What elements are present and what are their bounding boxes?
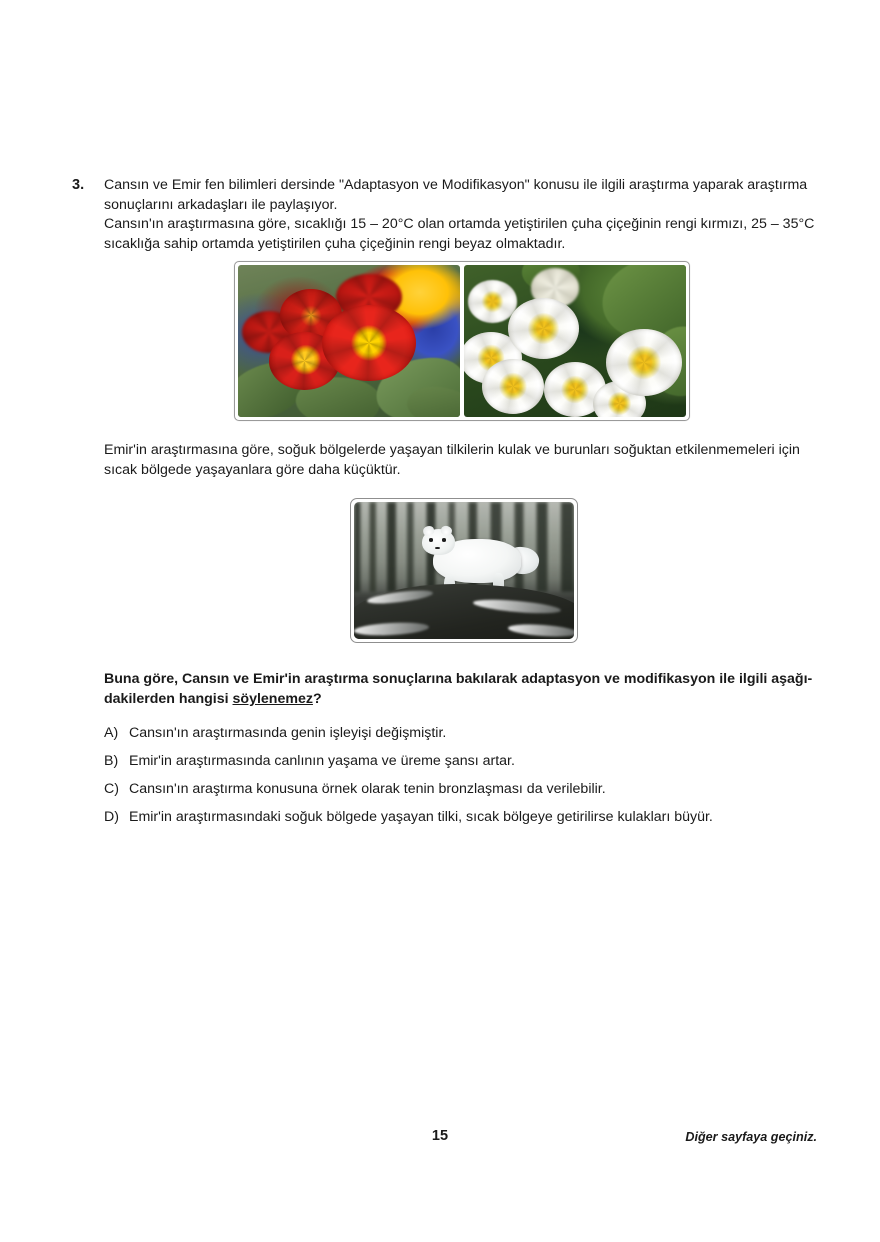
question-stem-line-2-before: dakilerden hangisi: [104, 690, 233, 707]
arctic-fox-photo: [354, 502, 574, 639]
question-intro: [104, 176, 824, 254]
intro-paragraph-1: Cansın ve Emir fen bilimleri dersinde "Adaptasyon ve Modifikasyon" konusu ile ilgili araştırma yaparak araştırma sonuçlarını arkadaşları ile paylaşıyor.: [104, 177, 808, 213]
white-flower-shape: [482, 359, 544, 414]
question-header: [72, 176, 824, 254]
page-number: 15: [431, 1128, 449, 1144]
option-text-d: Emir'in araştırmasındaki soğuk bölgede yaşayan tilki, sıcak bölgeye getirilirse kulakları büyür.: [129, 809, 713, 826]
question-stem-line-2-after: ?: [312, 690, 322, 707]
answer-option-b[interactable]: [104, 752, 826, 772]
middle-paragraph: Emir'in araştırmasına göre, soğuk bölgelerde yaşayan tilkilerin kulak ve burunları soğuktan etkilenmemeleri için sıcak bölgede yaşayanlara göre daha küçüktür.: [104, 442, 800, 478]
red-flower-shape: [322, 305, 415, 381]
arctic-fox-figure: [350, 498, 578, 643]
option-letter-d: D): [104, 809, 119, 826]
red-primrose-photo: [238, 265, 460, 417]
footer-note: Diğer sayfaya geçiniz.: [685, 1130, 817, 1144]
option-letter-c: C): [104, 781, 119, 798]
question-stem-underlined-word: söylenemez: [232, 690, 313, 707]
question-block: [72, 176, 824, 254]
question-number: 3.: [72, 177, 85, 193]
option-text-c: Cansın'ın araştırma konusuna örnek olarak tenin bronzlaşması da verilebilir.: [129, 781, 606, 798]
answer-option-c[interactable]: [104, 780, 826, 800]
white-flower-shape: [508, 298, 579, 359]
answer-option-a[interactable]: [104, 724, 826, 744]
option-text-a: Cansın'ın araştırmasında genin işleyişi değişmiştir.: [129, 725, 447, 741]
question-stem-line-1: Buna göre, Cansın ve Emir'in araştırma sonuçlarına bakılarak adaptasyon ve modifikasyon ile ilgili aşağı-: [104, 671, 813, 687]
fox-eye: [442, 538, 446, 541]
option-letter-b: B): [104, 753, 119, 770]
option-text-b: Emir'in araştırmasında canlının yaşama ve üreme şansı artar.: [129, 753, 515, 770]
white-flower-shape: [606, 329, 681, 396]
primrose-pair-figure: [234, 261, 690, 421]
option-letter-a: A): [104, 725, 119, 741]
white-primrose-photo: [464, 265, 686, 417]
intro-paragraph-2: Cansın'ın araştırmasına göre, sıcaklığı 15 – 20°C olan ortamda yetiştirilen çuha çiçeğinin rengi kırmızı, 25 – 35°C sıcaklığa sahip ortamda yetiştirilen çuha çiçeğinin rengi beyaz olmaktadır.: [104, 216, 815, 252]
answer-option-d[interactable]: [104, 808, 826, 828]
question-stem: [104, 670, 826, 709]
answer-options-list: [104, 724, 826, 836]
fox-eye: [429, 538, 433, 541]
